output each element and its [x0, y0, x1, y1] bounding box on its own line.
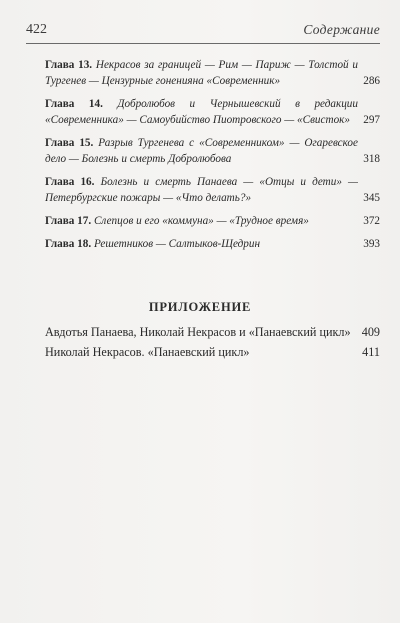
running-header	[26, 22, 380, 44]
chapter-title: Болезнь и смерть Панаева — «Отцы и дети» — Петербургские пожары — «Что делать?»	[45, 176, 358, 204]
chapter-label: Глава 14.	[45, 98, 103, 110]
toc-entry-chapter-18[interactable]	[45, 236, 380, 252]
page-ref: 372	[363, 215, 380, 227]
chapter-title: Решетников — Салтыков-Щедрин	[93, 238, 261, 250]
chapter-title: Добролюбов и Чернышевский в редакции «Современника» — Самоубийство Пиотровского — «Свисток»	[45, 98, 358, 126]
chapter-label: Глава 17.	[45, 215, 92, 227]
page-ref: 318	[363, 153, 380, 165]
appendix-entry[interactable]	[45, 324, 380, 341]
toc-entry-chapter-15[interactable]	[45, 135, 380, 167]
running-section-title: Содержание	[303, 22, 380, 37]
chapter-label: Глава 16.	[45, 176, 95, 188]
page-ref: 286	[363, 75, 380, 87]
toc-entry-chapter-17[interactable]	[45, 213, 380, 229]
toc-entry-chapter-13[interactable]	[45, 57, 380, 89]
page-ref: 297	[363, 114, 380, 126]
appendix-title: Авдотья Панаева, Николай Некрасов и «Панаевский цикл»	[45, 325, 351, 339]
chapter-label: Глава 15.	[45, 137, 94, 149]
chapter-title: Некрасов за границей — Рим — Париж — Толстой и Тургенев — Цензурные гонениянa «Современник»	[45, 59, 359, 87]
toc-entry-chapter-16[interactable]	[45, 174, 380, 206]
chapter-title: Слепцов и его «коммуна» — «Трудное время»	[93, 215, 309, 227]
page-ref: 409	[361, 325, 380, 339]
toc-entry-chapter-14[interactable]	[45, 96, 380, 128]
appendix-title: Николай Некрасов. «Панаевский цикл»	[45, 345, 250, 359]
appendix-list	[45, 324, 380, 364]
header-rule	[26, 43, 380, 44]
chapter-label: Глава 18.	[45, 238, 92, 250]
page-ref: 345	[363, 192, 380, 204]
chapter-label: Глава 13.	[45, 59, 93, 71]
page-number: 422	[26, 22, 47, 37]
table-of-contents	[45, 57, 380, 259]
chapter-title: Разрыв Тургенева с «Современником» — Огаревское дело — Болезнь и смерть Добролюбова	[45, 137, 358, 165]
appendix-heading: ПРИЛОЖЕНИЕ	[148, 300, 252, 314]
appendix-entry[interactable]	[45, 344, 380, 361]
page-ref: 393	[363, 238, 380, 250]
page-ref: 411	[362, 345, 380, 359]
